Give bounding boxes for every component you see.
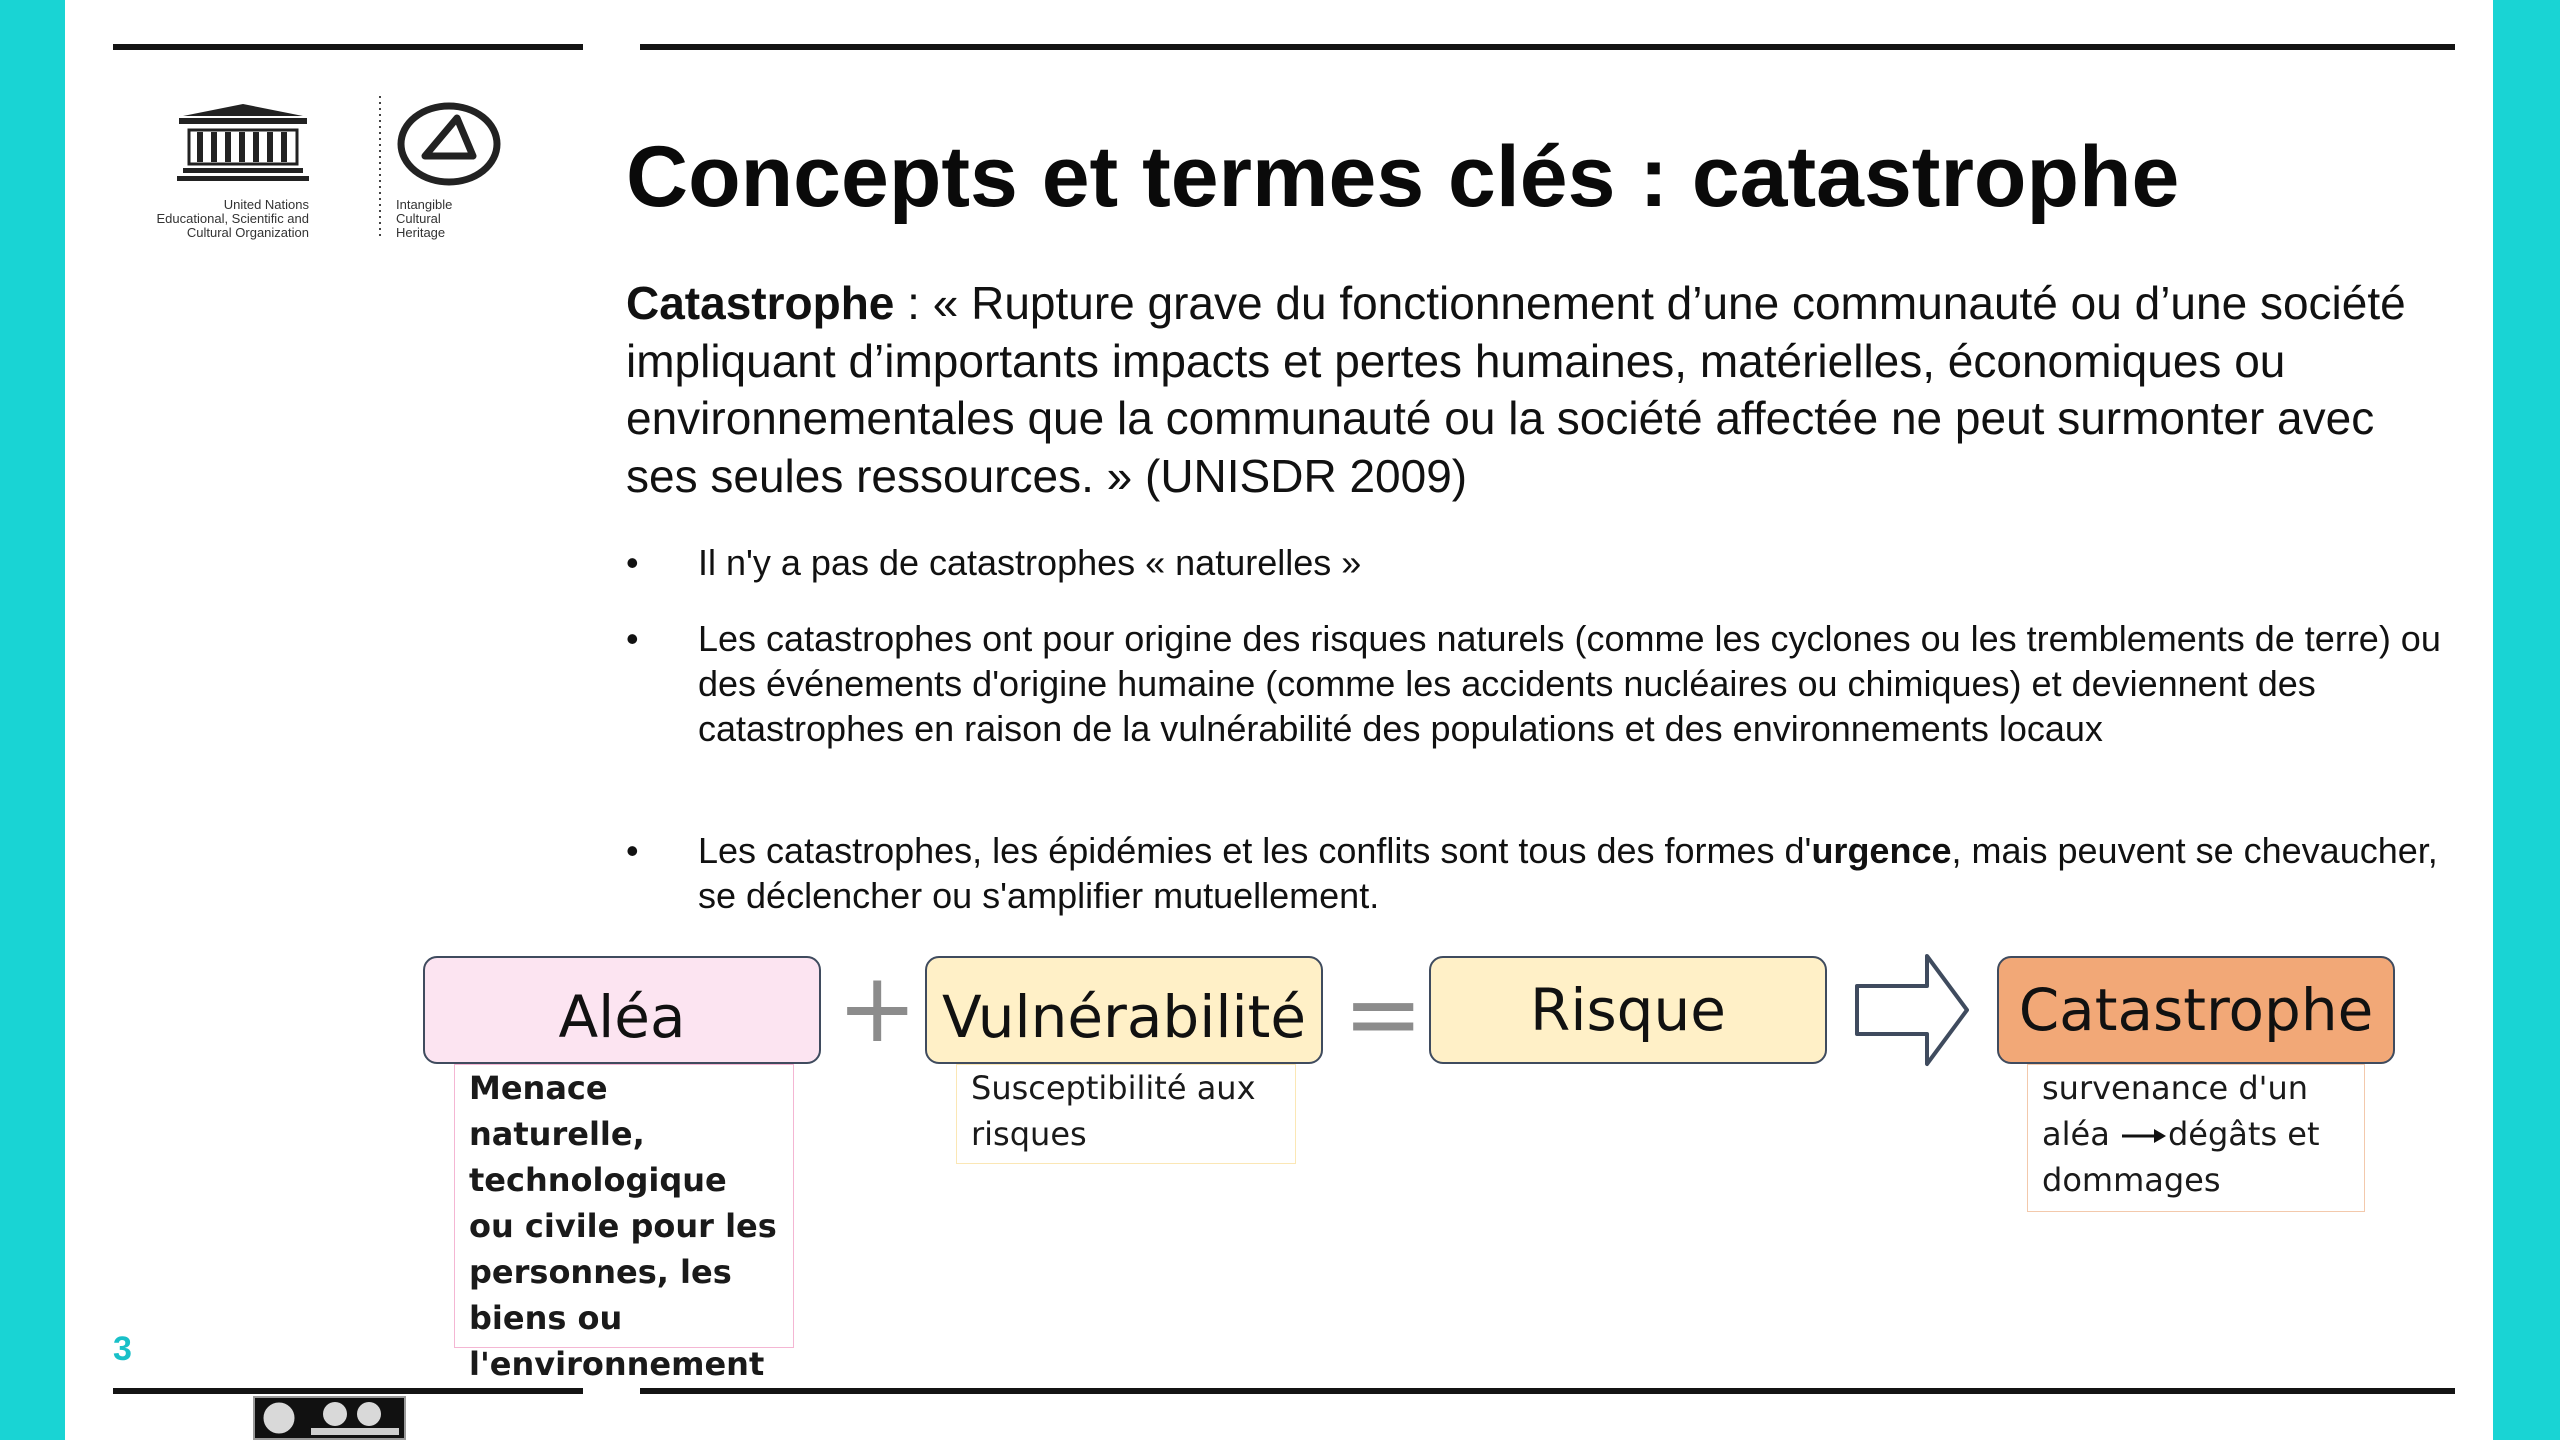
vulnerabilite-description: Susceptibilité aux risques bbox=[956, 1064, 1296, 1164]
org-name-line2: Educational, Scientific and bbox=[156, 211, 309, 226]
catastrophe-desc-end: dégâts et dommages bbox=[2042, 1115, 2320, 1199]
alea-box: Aléa bbox=[423, 956, 821, 1064]
catastrophe-desc-start: survenance d'un aléa bbox=[2042, 1069, 2309, 1153]
bullet-marker: • bbox=[626, 542, 639, 583]
unesco-ich-logo bbox=[113, 90, 533, 250]
plus-sign: + bbox=[837, 952, 918, 1064]
cc-by-sa-icon bbox=[253, 1396, 406, 1440]
top-rule-right bbox=[640, 44, 2455, 50]
org-name-line3: Cultural Organization bbox=[186, 225, 309, 240]
bullet-text-start: Les catastrophes, les épidémies et les conflits sont tous des formes d' bbox=[698, 830, 1812, 871]
bullet-text: Il n'y a pas de catastrophes « naturelles » bbox=[698, 542, 1362, 583]
bullet-text-end: , mais peuvent se chevaucher, se déclencher ou s'amplifier mutuellement. bbox=[698, 830, 2438, 916]
catastrophe-box: Catastrophe bbox=[1997, 956, 2395, 1064]
slide bbox=[65, 0, 2493, 1440]
catastrophe-description bbox=[2027, 1064, 2365, 1212]
definition-text: : « Rupture grave du fonctionnement d’une communauté ou d’une société impliquant d’importants impacts et pertes humaines, matérielles, économiques ou environnementales que la communauté ou la société affectée ne peut surmonter avec ses seules ressources. » (UNISDR 2009) bbox=[626, 277, 2406, 502]
arrow-right-icon bbox=[1853, 952, 1973, 1068]
bullet-marker: • bbox=[626, 830, 639, 871]
bottom-rule-left bbox=[113, 1388, 583, 1394]
top-rule-left bbox=[113, 44, 583, 50]
vulnerabilite-box: Vulnérabilité bbox=[925, 956, 1323, 1064]
definition-paragraph bbox=[626, 275, 2446, 505]
bullet-marker: • bbox=[626, 618, 639, 659]
bottom-rule-right bbox=[640, 1388, 2455, 1394]
risque-box: Risque bbox=[1429, 956, 1827, 1064]
bullet-text: Les catastrophes ont pour origine des risques naturels (comme les cyclones ou les tremblements de terre) ou des événements d'origine humaine (comme les accidents nucléaires ou chimiques) et deviennent des catastrophes en raison de la vulnérabilité des populations et des environnements locaux bbox=[698, 618, 2441, 749]
long-arrow-right-icon bbox=[2120, 1127, 2168, 1145]
page-number: 3 bbox=[113, 1330, 132, 1368]
definition-term: Catastrophe bbox=[626, 277, 895, 329]
org-name-line1: United Nations bbox=[223, 197, 309, 212]
equals-sign: = bbox=[1343, 958, 1424, 1070]
slide-title: Concepts et termes clés : catastrophe bbox=[626, 129, 2180, 225]
bullet-text bbox=[698, 828, 2448, 918]
bullet-text-emphasis: urgence bbox=[1811, 830, 1952, 871]
alea-description: Menace naturelle, technologique ou civile pour les personnes, les biens ou l'environnement bbox=[454, 1064, 794, 1348]
ich-name-line1: Intangible bbox=[396, 197, 453, 212]
ich-name-line3: Heritage bbox=[396, 225, 446, 240]
ich-name-line2: Cultural bbox=[396, 211, 441, 226]
